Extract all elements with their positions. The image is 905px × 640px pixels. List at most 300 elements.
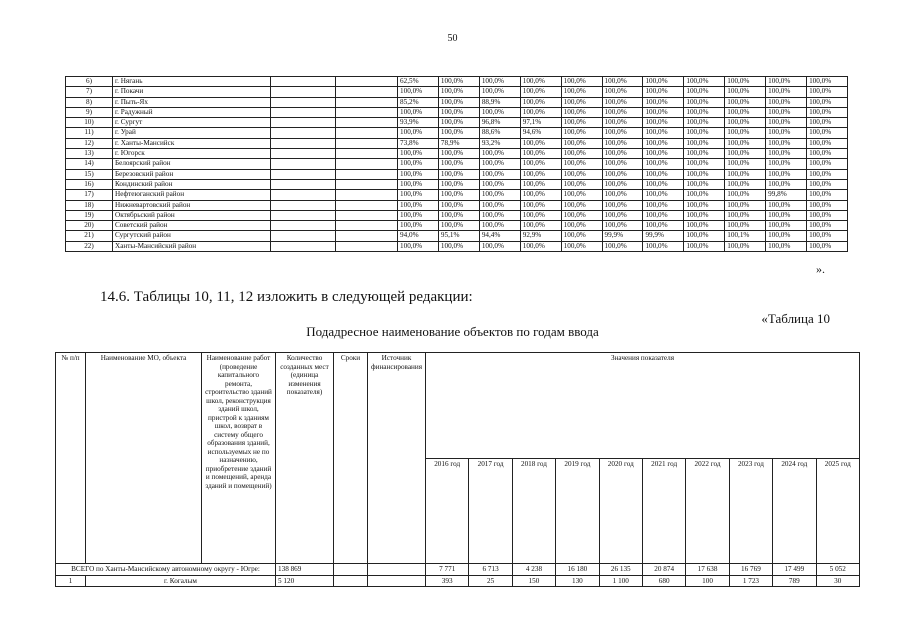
row-number: 9) [66, 107, 113, 117]
row-value: 100,0% [807, 128, 848, 138]
row-value: 100,0% [725, 210, 766, 220]
row-value: 100,0% [643, 77, 684, 87]
row-value: 100,0% [561, 179, 602, 189]
row-value: 100,0% [725, 221, 766, 231]
total-value: 6 713 [469, 564, 512, 576]
total-value: 4 238 [512, 564, 555, 576]
table-row [66, 118, 848, 128]
row-value: 100,0% [807, 97, 848, 107]
row-empty-cell [271, 77, 336, 87]
row-value: 100,0% [602, 118, 643, 128]
table-row [66, 128, 848, 138]
row-value: 73,8% [398, 138, 439, 148]
row-value: 100,0% [479, 221, 520, 231]
row-value: 92,9% [520, 231, 561, 241]
row-value: 100,0% [684, 138, 725, 148]
row-value: 93,9% [398, 118, 439, 128]
row-value: 100,0% [602, 87, 643, 97]
row-value: 100,0% [643, 210, 684, 220]
row-municipality: Нефтеюганский район [113, 190, 271, 200]
row-empty-cell [336, 210, 398, 220]
row-value: 100,0% [766, 169, 807, 179]
row-empty-cell [271, 138, 336, 148]
row-municipality: г. Радужный [113, 107, 271, 117]
row-municipality: г. Сургут [113, 118, 271, 128]
row-value: 100,0% [643, 107, 684, 117]
row-value: 100,0% [725, 87, 766, 97]
row-value: 100,0% [807, 159, 848, 169]
row-value: 100,0% [766, 97, 807, 107]
row-value: 100,0% [643, 118, 684, 128]
row-value: 100,0% [643, 149, 684, 159]
row-empty-cell [271, 169, 336, 179]
row-value: 62,5% [398, 77, 439, 87]
row-value: 100,0% [479, 210, 520, 220]
row-value: 100,0% [807, 118, 848, 128]
row-value: 100,0% [561, 210, 602, 220]
row-value: 100,0% [807, 77, 848, 87]
row-value: 100,0% [766, 77, 807, 87]
row-value: 100,0% [520, 97, 561, 107]
row-empty-cell [271, 190, 336, 200]
row-empty-cell [271, 200, 336, 210]
row-value: 100,0% [520, 169, 561, 179]
row-terms [334, 575, 368, 587]
header-values: Значения показателя [426, 353, 860, 459]
row-value: 100,0% [561, 128, 602, 138]
row-value: 100,0% [766, 128, 807, 138]
row-empty-cell [271, 210, 336, 220]
row-empty-cell [336, 118, 398, 128]
row-value: 100,0% [643, 87, 684, 97]
header-year: 2022 год [686, 458, 729, 564]
row-value: 100,0% [684, 169, 725, 179]
row-empty-cell [271, 97, 336, 107]
row-value: 100,0% [520, 87, 561, 97]
row-value: 100,0% [766, 138, 807, 148]
row-value: 100,0% [438, 77, 479, 87]
table-row [66, 149, 848, 159]
row-number: 1 [56, 575, 86, 587]
row-value: 100,0% [561, 138, 602, 148]
row-value: 100,0% [561, 87, 602, 97]
row-value: 100,0% [561, 97, 602, 107]
row-value: 25 [469, 575, 512, 587]
row-municipality: Березовский район [113, 169, 271, 179]
row-value: 100,0% [807, 221, 848, 231]
row-value: 100,0% [561, 221, 602, 231]
row-value: 100,0% [561, 77, 602, 87]
total-terms [334, 564, 368, 576]
row-value: 100,0% [561, 159, 602, 169]
row-value: 100,0% [766, 210, 807, 220]
row-value: 100,0% [398, 190, 439, 200]
header-num: № п/п [56, 353, 86, 564]
row-value: 100,0% [561, 241, 602, 251]
row-value: 100,0% [643, 159, 684, 169]
row-value: 100,0% [561, 169, 602, 179]
row-value: 100,0% [807, 231, 848, 241]
row-value: 100,0% [438, 169, 479, 179]
total-value: 17 499 [773, 564, 816, 576]
table-row [66, 200, 848, 210]
row-value: 100,0% [438, 97, 479, 107]
row-value: 100,0% [725, 190, 766, 200]
row-value: 100,0% [643, 221, 684, 231]
row-value: 100,0% [725, 128, 766, 138]
row-empty-cell [336, 77, 398, 87]
row-value: 88,6% [479, 128, 520, 138]
row-value: 100,0% [643, 128, 684, 138]
section-text: 14.6. Таблицы 10, 11, 12 изложить в следующей редакции: [100, 289, 473, 305]
table-title: Подадресное наименование объектов по годам ввода [306, 324, 599, 339]
row-number: 20) [66, 221, 113, 231]
row-value: 100,0% [643, 97, 684, 107]
table-row [66, 241, 848, 251]
row-value: 100,0% [684, 221, 725, 231]
header-year: 2018 год [512, 458, 555, 564]
table-row [66, 179, 848, 189]
row-value: 85,2% [398, 97, 439, 107]
row-empty-cell [336, 190, 398, 200]
row-value: 100,0% [438, 221, 479, 231]
table-row [56, 575, 860, 587]
row-value: 100,0% [602, 190, 643, 200]
row-value: 100,0% [602, 138, 643, 148]
row-number: 8) [66, 97, 113, 107]
row-value: 100,1% [725, 231, 766, 241]
row-value: 130 [556, 575, 599, 587]
row-value: 100,0% [479, 107, 520, 117]
row-value: 100,0% [807, 241, 848, 251]
row-municipality: г. Покачи [113, 87, 271, 97]
row-value: 94,0% [398, 231, 439, 241]
row-value: 100,0% [725, 77, 766, 87]
row-municipality: Нижневартовский район [113, 200, 271, 210]
row-empty-cell [271, 118, 336, 128]
row-value: 100,0% [438, 190, 479, 200]
row-value: 100,0% [766, 179, 807, 189]
row-name: г. Когалым [86, 575, 276, 587]
row-value: 100,0% [520, 149, 561, 159]
row-value: 100,0% [602, 149, 643, 159]
row-value: 100,0% [398, 200, 439, 210]
row-number: 22) [66, 241, 113, 251]
row-empty-cell [336, 128, 398, 138]
total-source [368, 564, 426, 576]
row-value: 100,0% [725, 97, 766, 107]
objects-table [55, 352, 860, 587]
row-empty-cell [336, 221, 398, 231]
row-value: 100,0% [520, 138, 561, 148]
total-value: 16 769 [729, 564, 772, 576]
row-value: 100,0% [520, 210, 561, 220]
row-value: 100,0% [438, 159, 479, 169]
row-value: 100,0% [438, 128, 479, 138]
row-number: 16) [66, 179, 113, 189]
row-value: 100,0% [438, 210, 479, 220]
row-value: 88,9% [479, 97, 520, 107]
row-value: 99,9% [602, 231, 643, 241]
row-value: 100,0% [398, 128, 439, 138]
row-value: 100,0% [684, 118, 725, 128]
row-number: 15) [66, 169, 113, 179]
row-value: 100,0% [684, 210, 725, 220]
row-empty-cell [336, 200, 398, 210]
row-source [368, 575, 426, 587]
row-value: 93,2% [479, 138, 520, 148]
row-value: 100,0% [807, 149, 848, 159]
row-empty-cell [271, 241, 336, 251]
row-value: 100,0% [684, 77, 725, 87]
row-value: 100,0% [684, 97, 725, 107]
row-value: 100 [686, 575, 729, 587]
row-value: 100,0% [398, 107, 439, 117]
row-value: 100,0% [807, 210, 848, 220]
row-value: 1 723 [729, 575, 772, 587]
row-value: 100,0% [684, 200, 725, 210]
row-empty-cell [271, 128, 336, 138]
row-value: 100,0% [725, 138, 766, 148]
row-value: 100,0% [561, 190, 602, 200]
row-number: 14) [66, 159, 113, 169]
table-row [66, 107, 848, 117]
row-value: 100,0% [479, 200, 520, 210]
row-value: 100,0% [725, 149, 766, 159]
row-value: 393 [426, 575, 469, 587]
row-value: 100,0% [725, 179, 766, 189]
row-number: 6) [66, 77, 113, 87]
row-value: 100,0% [561, 200, 602, 210]
row-value: 100,0% [520, 190, 561, 200]
table-row [66, 190, 848, 200]
row-value: 100,0% [766, 107, 807, 117]
row-value: 100,0% [643, 241, 684, 251]
row-value: 100,0% [398, 87, 439, 97]
row-number: 12) [66, 138, 113, 148]
row-value: 100,0% [561, 149, 602, 159]
row-value: 100,0% [479, 77, 520, 87]
row-number: 19) [66, 210, 113, 220]
row-empty-cell [271, 221, 336, 231]
row-value: 100,0% [438, 87, 479, 97]
row-value: 100,0% [725, 169, 766, 179]
row-value: 96,8% [479, 118, 520, 128]
header-terms: Сроки [334, 353, 368, 564]
total-value: 17 638 [686, 564, 729, 576]
row-number: 18) [66, 200, 113, 210]
row-places: 5 120 [276, 575, 334, 587]
table-row [66, 169, 848, 179]
row-value: 100,0% [643, 138, 684, 148]
table-label: «Таблица 10 [761, 311, 830, 326]
row-value: 100,0% [479, 169, 520, 179]
row-value: 100,0% [438, 107, 479, 117]
row-value: 100,0% [602, 159, 643, 169]
row-value: 100,0% [602, 200, 643, 210]
row-municipality: г. Урай [113, 128, 271, 138]
row-value: 95,1% [438, 231, 479, 241]
row-empty-cell [271, 149, 336, 159]
row-number: 11) [66, 128, 113, 138]
row-value: 100,0% [684, 179, 725, 189]
page-number: 50 [447, 33, 458, 44]
row-value: 100,0% [725, 118, 766, 128]
row-empty-cell [336, 107, 398, 117]
row-value: 30 [816, 575, 859, 587]
row-value: 100,0% [643, 200, 684, 210]
header-year: 2017 год [469, 458, 512, 564]
row-value: 150 [512, 575, 555, 587]
row-value: 100,0% [561, 107, 602, 117]
row-value: 100,0% [438, 179, 479, 189]
total-value: 26 135 [599, 564, 642, 576]
row-empty-cell [336, 149, 398, 159]
header-name: Наименование МО, объекта [86, 353, 202, 564]
row-number: 13) [66, 149, 113, 159]
row-value: 100,0% [725, 200, 766, 210]
row-value: 100,0% [398, 210, 439, 220]
row-municipality: г. Нягань [113, 77, 271, 87]
row-empty-cell [271, 179, 336, 189]
total-places: 138 869 [276, 564, 334, 576]
header-year: 2025 год [816, 458, 859, 564]
row-municipality: г. Пыть-Ях [113, 97, 271, 107]
row-value: 99,8% [766, 190, 807, 200]
row-empty-cell [336, 179, 398, 189]
row-value: 100,0% [398, 159, 439, 169]
row-empty-cell [336, 97, 398, 107]
row-value: 100,0% [643, 190, 684, 200]
header-year: 2016 год [426, 458, 469, 564]
row-empty-cell [336, 241, 398, 251]
row-value: 100,0% [398, 169, 439, 179]
row-value: 100,0% [602, 221, 643, 231]
row-value: 100,0% [684, 128, 725, 138]
row-value: 100,0% [398, 241, 439, 251]
row-municipality: Сургутский район [113, 231, 271, 241]
row-value: 100,0% [807, 200, 848, 210]
row-value: 100,0% [807, 138, 848, 148]
row-value: 100,0% [520, 107, 561, 117]
row-value: 100,0% [479, 179, 520, 189]
row-municipality: Белоярский район [113, 159, 271, 169]
row-value: 100,0% [725, 159, 766, 169]
row-number: 7) [66, 87, 113, 97]
row-value: 100,0% [520, 77, 561, 87]
total-value: 20 874 [642, 564, 685, 576]
row-empty-cell [336, 169, 398, 179]
header-source: Источник финансирования [368, 353, 426, 564]
total-value: 7 771 [426, 564, 469, 576]
row-value: 100,0% [684, 241, 725, 251]
header-places: Количество созданных мест (единица изменения показателя) [276, 353, 334, 564]
row-value: 789 [773, 575, 816, 587]
row-value: 100,0% [602, 107, 643, 117]
row-value: 100,0% [602, 179, 643, 189]
row-municipality: Октябрьский район [113, 210, 271, 220]
row-value: 100,0% [520, 159, 561, 169]
row-value: 100,0% [684, 87, 725, 97]
row-number: 17) [66, 190, 113, 200]
table-row [66, 231, 848, 241]
row-value: 100,0% [398, 221, 439, 231]
row-value: 100,0% [479, 87, 520, 97]
row-empty-cell [271, 231, 336, 241]
table-row [66, 97, 848, 107]
table-row [66, 87, 848, 97]
row-value: 100,0% [602, 169, 643, 179]
row-value: 94,4% [479, 231, 520, 241]
row-value: 100,0% [766, 231, 807, 241]
row-empty-cell [271, 87, 336, 97]
row-value: 680 [642, 575, 685, 587]
row-empty-cell [336, 159, 398, 169]
table-row [66, 138, 848, 148]
row-value: 100,0% [643, 179, 684, 189]
row-empty-cell [336, 138, 398, 148]
row-value: 100,0% [766, 241, 807, 251]
row-number: 10) [66, 118, 113, 128]
row-value: 100,0% [766, 159, 807, 169]
row-value: 100,0% [479, 241, 520, 251]
row-value: 100,0% [520, 221, 561, 231]
total-row [56, 564, 860, 576]
row-municipality: г. Югорск [113, 149, 271, 159]
closing-quote: ». [816, 262, 825, 276]
row-empty-cell [271, 159, 336, 169]
row-municipality: г. Ханты-Мансийск [113, 138, 271, 148]
row-value: 100,0% [438, 118, 479, 128]
row-municipality: Советский район [113, 221, 271, 231]
row-value: 100,0% [520, 200, 561, 210]
header-year: 2020 год [599, 458, 642, 564]
row-value: 100,0% [807, 107, 848, 117]
row-value: 100,0% [684, 149, 725, 159]
row-value: 100,0% [398, 149, 439, 159]
row-value: 100,0% [561, 231, 602, 241]
row-value: 100,0% [725, 241, 766, 251]
row-value: 100,0% [398, 179, 439, 189]
row-value: 100,0% [479, 190, 520, 200]
header-year: 2021 год [642, 458, 685, 564]
row-value: 1 100 [599, 575, 642, 587]
row-value: 100,0% [725, 107, 766, 117]
row-value: 100,0% [479, 149, 520, 159]
row-number: 21) [66, 231, 113, 241]
header-year: 2024 год [773, 458, 816, 564]
row-empty-cell [336, 231, 398, 241]
row-value: 94,6% [520, 128, 561, 138]
row-value: 100,0% [479, 159, 520, 169]
row-value: 100,0% [520, 179, 561, 189]
row-value: 100,0% [561, 118, 602, 128]
header-works: Наименование работ (проведение капитального ремонта, строительство зданий школ, реконструкция зданий школ, пристрой к зданиям школ, возврат в систему общего образования зданий, используемых не по назначению, приобретение зданий и помещений, аренда зданий и помещений) [202, 353, 276, 564]
row-value: 100,0% [684, 190, 725, 200]
row-value: 100,0% [520, 241, 561, 251]
row-value: 100,0% [602, 241, 643, 251]
row-value: 100,0% [438, 149, 479, 159]
total-label: ВСЕГО по Ханты-Мансийскому автономному округу - Югре: [56, 564, 276, 576]
row-value: 100,0% [766, 200, 807, 210]
row-value: 100,0% [602, 97, 643, 107]
row-value: 78,9% [438, 138, 479, 148]
row-value: 99,9% [643, 231, 684, 241]
row-municipality: Ханты-Мансийский район [113, 241, 271, 251]
row-value: 100,0% [807, 179, 848, 189]
table-row [66, 210, 848, 220]
row-value: 100,0% [684, 159, 725, 169]
